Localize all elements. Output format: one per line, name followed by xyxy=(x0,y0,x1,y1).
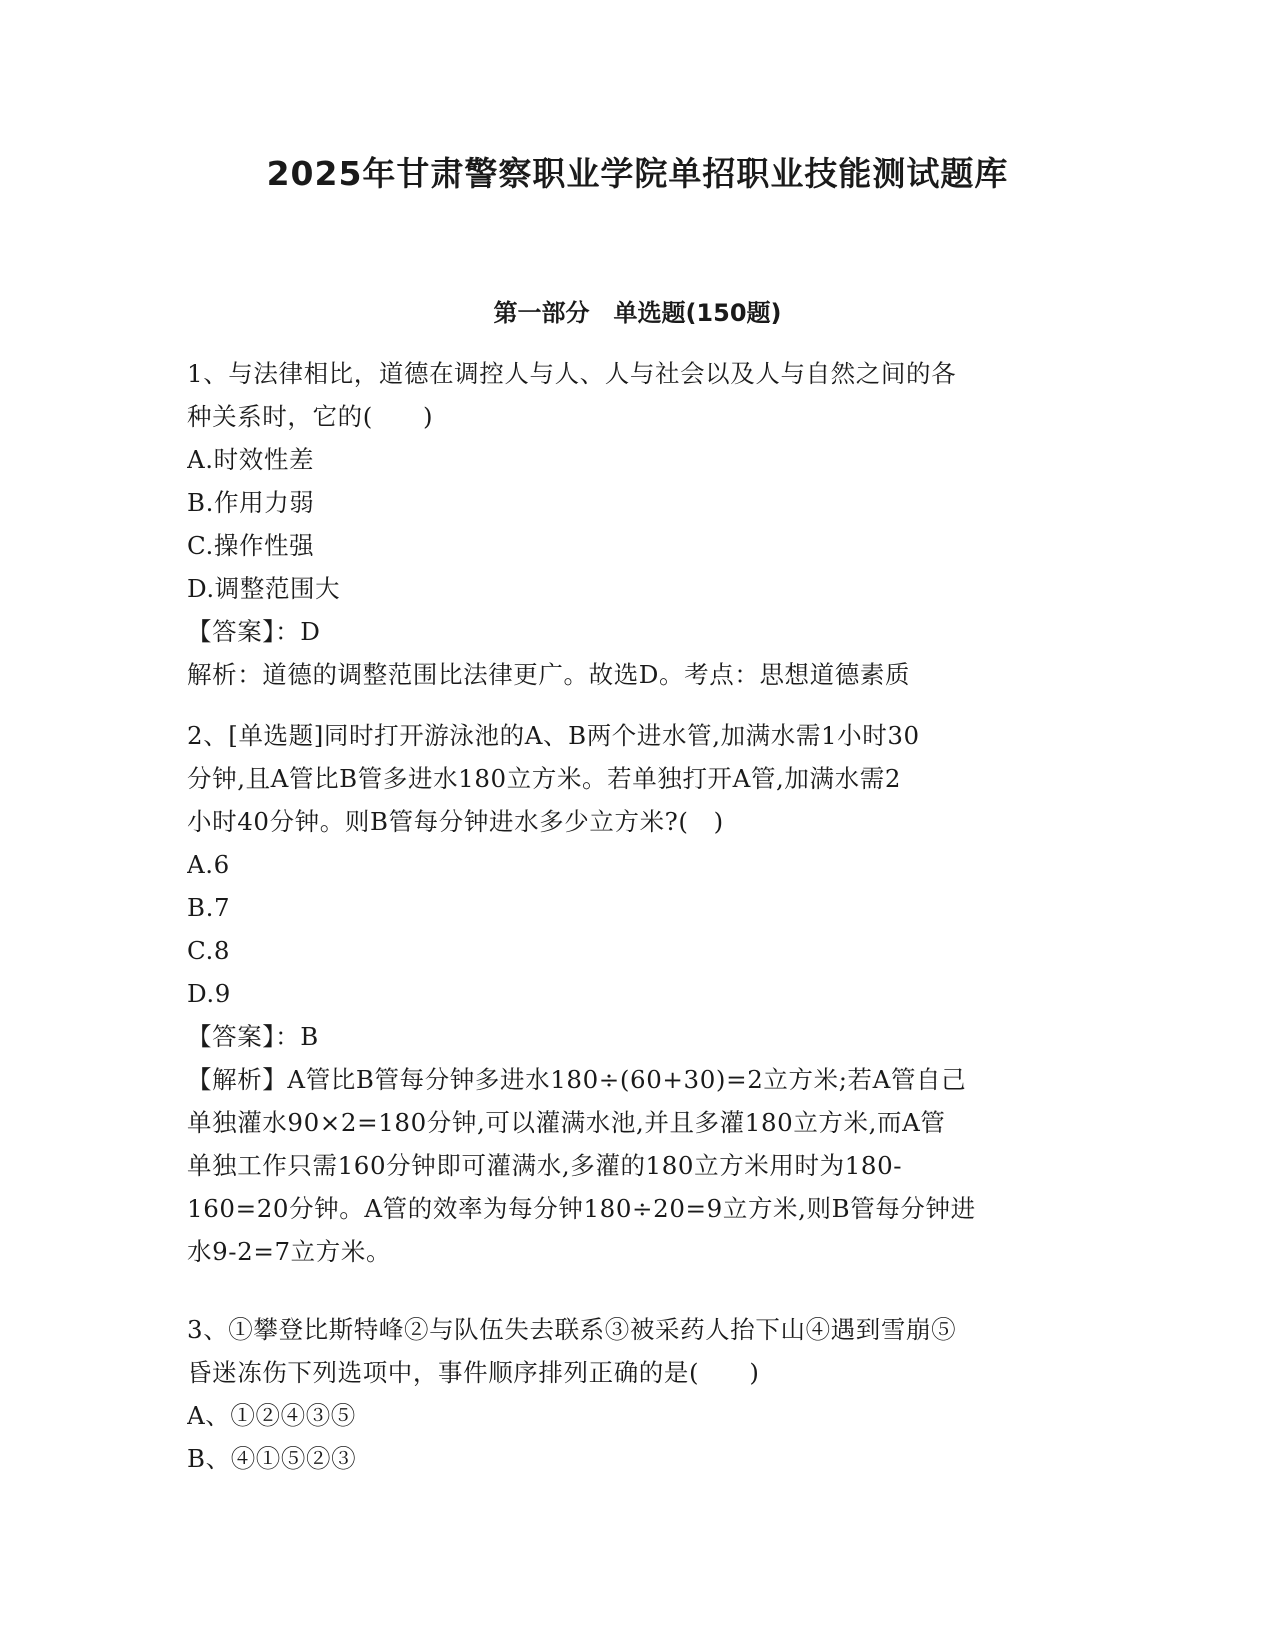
question-1-option-c: C.操作性强 xyxy=(187,531,315,560)
question-2-stem-line-3: 小时40分钟。则B管每分钟进水多少立方米?( ) xyxy=(187,807,724,836)
question-1-option-d: D.调整范围大 xyxy=(187,574,341,603)
question-2-explanation-line-5: 水9-2=7立方米。 xyxy=(187,1237,392,1266)
question-2 xyxy=(187,714,1092,1273)
question-3-option-b: B、④①⑤②③ xyxy=(187,1444,357,1473)
question-2-explanation-line-2: 单独灌水90×2=180分钟,可以灌满水池,并且多灌180立方米,而A管 xyxy=(187,1108,946,1137)
question-1-stem-line-1: 1、与法律相比，道德在调控人与人、人与社会以及人与自然之间的各 xyxy=(187,359,957,388)
question-2-option-c: C.8 xyxy=(187,936,231,965)
section-heading: 第一部分 单选题(150题) xyxy=(493,299,782,327)
question-1-option-a: A.时效性差 xyxy=(187,445,315,474)
question-1 xyxy=(187,352,1092,696)
question-3-stem-line-1: 3、①攀登比斯特峰②与队伍失去联系③被采药人抬下山④遇到雪崩⑤ xyxy=(187,1315,957,1344)
question-1-explanation: 解析：道德的调整范围比法律更广。故选D。考点：思想道德素质 xyxy=(187,660,911,689)
question-2-option-a: A.6 xyxy=(187,850,230,879)
question-2-explanation-line-3: 单独工作只需160分钟即可灌满水,多灌的180立方米用时为180- xyxy=(187,1151,903,1180)
question-2-option-b: B.7 xyxy=(187,893,231,922)
question-2-option-d: D.9 xyxy=(187,979,231,1008)
question-3-option-a: A、①②④③⑤ xyxy=(187,1401,356,1430)
question-2-stem-line-2: 分钟,且A管比B管多进水180立方米。若单独打开A管,加满水需2 xyxy=(187,764,902,793)
question-2-stem-line-1: 2、[单选题]同时打开游泳池的A、B两个进水管,加满水需1小时30 xyxy=(187,721,920,750)
document-title: 2025年甘肃警察职业学院单招职业技能测试题库 xyxy=(266,154,1009,193)
question-3 xyxy=(187,1308,1092,1480)
question-1-answer: 【答案】：D xyxy=(187,617,321,646)
question-1-option-b: B.作用力弱 xyxy=(187,488,315,517)
question-1-stem-line-2: 种关系时，它的( ) xyxy=(187,402,434,431)
question-2-answer: 【答案】：B xyxy=(187,1022,319,1051)
question-3-stem-line-2: 昏迷冻伤下列选项中，事件顺序排列正确的是( ) xyxy=(187,1358,760,1387)
question-2-explanation-line-1: 【解析】A管比B管每分钟多进水180÷(60+30)=2立方米;若A管自己 xyxy=(187,1065,967,1094)
question-2-explanation-line-4: 160=20分钟。A管的效率为每分钟180÷20=9立方米,则B管每分钟进 xyxy=(187,1194,976,1223)
